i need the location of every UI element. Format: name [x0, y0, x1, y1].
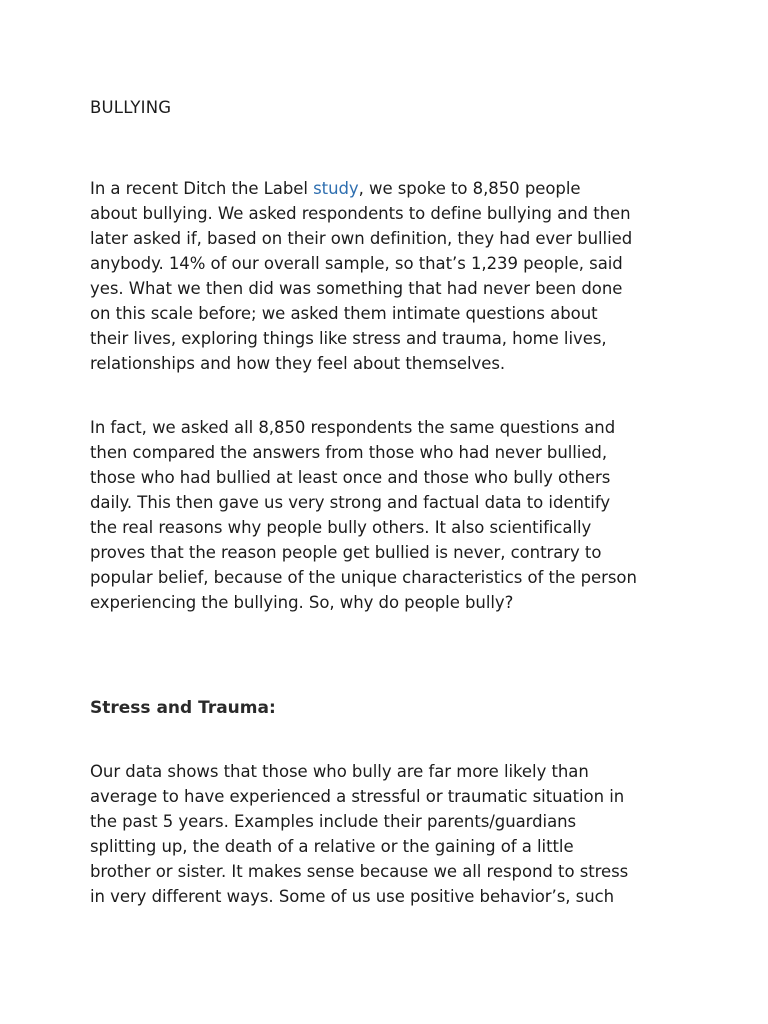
paragraph-line: average to have experienced a stressful or traumatic situation in	[90, 787, 625, 806]
paragraph-line: their lives, exploring things like stress and trauma, home lives,	[90, 329, 607, 348]
paragraph-line: those who had bullied at least once and those who bully others	[90, 468, 611, 487]
paragraph-line: anybody. 14% of our overall sample, so that’s 1,239 people, said	[90, 254, 623, 273]
paragraph-line: the real reasons why people bully others. It also scientifically	[90, 518, 592, 537]
paragraph-stress-trauma	[90, 759, 700, 909]
line-text: In a recent Ditch the Label	[90, 179, 314, 198]
paragraph-line: daily. This then gave us very strong and factual data to identify	[90, 493, 611, 512]
paragraph-line: popular belief, because of the unique characteristics of the person	[90, 568, 637, 587]
document-title: BULLYING	[90, 98, 172, 117]
paragraph-line: in very different ways. Some of us use positive behavior’s, such	[90, 887, 615, 906]
paragraph-intro	[90, 176, 700, 376]
paragraph-line	[90, 176, 700, 201]
line-text: , we spoke to 8,850 people	[358, 179, 581, 198]
paragraph-line: later asked if, based on their own definition, they had ever bullied	[90, 229, 633, 248]
paragraph-line: the past 5 years. Examples include their parents/guardians	[90, 812, 577, 831]
study-link[interactable]: study	[313, 179, 359, 198]
paragraph-line: brother or sister. It makes sense because we all respond to stress	[90, 862, 629, 881]
paragraph-line: proves that the reason people get bullied is never, contrary to	[90, 543, 602, 562]
paragraph-methodology	[90, 415, 700, 615]
paragraph-line: relationships and how they feel about themselves.	[90, 354, 506, 373]
paragraph-line: Our data shows that those who bully are far more likely than	[90, 762, 589, 781]
paragraph-line: yes. What we then did was something that had never been done	[90, 279, 623, 298]
section-heading: Stress and Trauma:	[90, 698, 276, 718]
paragraph-line: then compared the answers from those who had never bullied,	[90, 443, 608, 462]
paragraph-line: In fact, we asked all 8,850 respondents the same questions and	[90, 418, 616, 437]
paragraph-line: on this scale before; we asked them intimate questions about	[90, 304, 598, 323]
paragraph-line: experiencing the bullying. So, why do people bully?	[90, 593, 514, 612]
paragraph-line: splitting up, the death of a relative or the gaining of a little	[90, 837, 574, 856]
paragraph-line: about bullying. We asked respondents to define bullying and then	[90, 204, 631, 223]
